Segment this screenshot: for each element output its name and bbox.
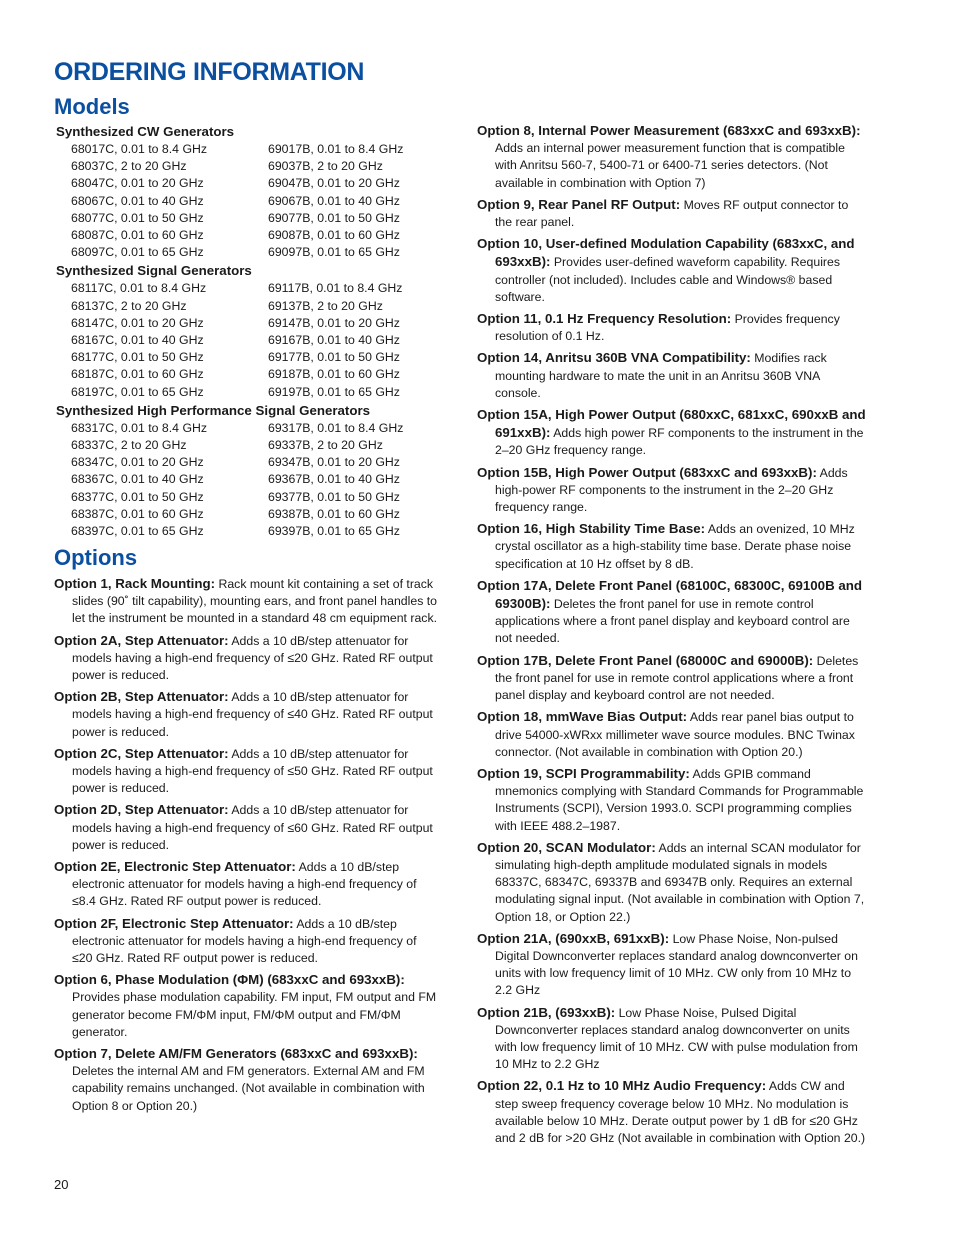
model-cell: 69017B, 0.01 to 8.4 GHz (268, 142, 404, 156)
option-description: Deletes the front panel for use in remote control applications where a front panel display and keyboard control are not needed. (495, 597, 850, 646)
model-cell: 68387C, 0.01 to 60 GHz (71, 506, 204, 521)
option-title: Option 2C, Step Attenuator: (54, 745, 229, 761)
model-cell: 68117C, 0.01 to 8.4 GHz (71, 281, 207, 296)
model-cell: 69377B, 0.01 to 50 GHz (268, 489, 400, 504)
option-description: Provides phase modulation capability. FM input, FM output and FM generator become FM/ΦM input, FM/ΦM output and FM/ΦM generator. (72, 990, 437, 1039)
models-heading: Models (54, 94, 130, 119)
model-cell: 69197B, 0.01 to 65 GHz (268, 384, 400, 399)
option-title: Option 17A, Delete Front Panel (68100C, 68300C, 69100B and 69300B): (477, 577, 863, 612)
model-cell: 68317C, 0.01 to 8.4 GHz (71, 420, 208, 435)
option-item (54, 971, 439, 1041)
option-title: Option 10, User-defined Modulation Capability (683xxC, and 693xxB): (477, 236, 855, 270)
option-item (54, 1045, 439, 1115)
option-item (477, 1004, 867, 1074)
option-item (477, 235, 867, 306)
table-row (71, 471, 403, 488)
option-description: Adds high-power RF components to the instrument in the 2–20 GHz frequency range. (495, 465, 848, 515)
model-cell: 68377C, 0.01 to 50 GHz (71, 489, 204, 504)
option-title: Option 8, Internal Power Measurement (683xxC and 693xxB): (477, 123, 861, 138)
model-cell: 69177B, 0.01 to 50 GHz (268, 350, 400, 365)
option-item (477, 464, 867, 517)
option-item (477, 520, 867, 573)
table-row (71, 349, 402, 366)
option-title: Option 15B, High Power Output (683xxC and 693xxB): (477, 464, 817, 480)
option-title: Option 14, Anritsu 360B VNA Compatibility: (477, 350, 751, 366)
option-title: Option 18, mmWave Bias Output: (477, 709, 688, 725)
option-title: Option 6, Phase Modulation (ΦM) (683xxC and 693xxB): (54, 972, 405, 988)
model-table (71, 280, 402, 400)
model-group-title: Synthesized CW Generators (56, 124, 235, 139)
option-title: Option 1, Rack Mounting: (54, 576, 216, 591)
model-cell: 69387B, 0.01 to 60 GHz (268, 506, 400, 521)
model-cell: 68397C, 0.01 to 65 GHz (71, 524, 204, 539)
option-title: Option 22, 0.1 Hz to 10 MHz Audio Frequency: (477, 1078, 767, 1094)
model-cell: 69317B, 0.01 to 8.4 GHz (268, 420, 404, 435)
option-description: Low Phase Noise, Pulsed Digital Downconverter replaces standard analog downconverter on units with low frequency limit of 10 MHz. CW with pulse modulation from 10 MHz to 2.2 GHz (495, 1005, 858, 1072)
option-title: Option 15A, High Power Output (680xxC, 681xxC, 690xxB and 691xxB): (477, 407, 866, 441)
option-description: Adds rear panel bias output to drive 54000-xWRxx millimeter wave source modules. BNC Twinax connector. (Not available in combination with Option 20.) (495, 710, 855, 759)
option-description: Adds an internal SCAN modulator for simulating high-depth amplitude modulated signals in models 68337C, 68347C, 69337B and 69347B only. Requires an external modulating signal input. (Not available in combination with Option 7, Option 18, or Option 22.) (495, 840, 865, 924)
model-group-title: Synthesized Signal Generators (56, 263, 252, 279)
model-cell: 68197C, 0.01 to 65 GHz (71, 384, 204, 399)
model-cell: 69037B, 2 to 20 GHz (268, 159, 383, 174)
model-group (54, 123, 454, 261)
model-cell: 68097C, 0.01 to 65 GHz (71, 245, 204, 260)
option-item (477, 122, 867, 192)
option-description: Moves RF output connector to the rear panel. (495, 197, 849, 230)
option-item (477, 765, 867, 835)
model-cell: 69097B, 0.01 to 65 GHz (268, 245, 400, 260)
option-description: Adds CW and step sweep frequency coverage below 10 MHz. No modulation is available below 10 MHz. Derate output power by 1 dB for ≤20 GHz and 2 dB for >20 GHz (Not available in combination with Option 20.) (495, 1079, 866, 1145)
option-title: Option 11, 0.1 Hz Frequency Resolution: (477, 311, 732, 327)
options-heading: Options (54, 545, 138, 570)
model-cell: 68187C, 0.01 to 60 GHz (71, 367, 204, 382)
table-row (71, 384, 402, 401)
model-cell: 68047C, 0.01 to 20 GHz (71, 176, 204, 191)
model-cell: 69397B, 0.01 to 65 GHz (268, 524, 400, 539)
option-title: Option 2A, Step Attenuator: (54, 632, 229, 648)
option-description: Provides user-defined waveform capability. Requires controller (not included). Includes cable and Windows® based software. (495, 255, 841, 304)
model-cell: 68017C, 0.01 to 8.4 GHz (71, 142, 208, 156)
model-table (71, 420, 403, 540)
model-cell: 69067B, 0.01 to 40 GHz (268, 193, 400, 208)
option-title: Option 21B, (693xxB): (477, 1004, 616, 1020)
option-item (54, 745, 439, 798)
model-cell: 69087B, 0.01 to 60 GHz (268, 228, 400, 243)
option-item (477, 196, 867, 231)
option-item (477, 652, 867, 705)
option-title: Option 17B, Delete Front Panel (68000C and 69000B): (477, 652, 814, 668)
table-row (71, 420, 403, 437)
option-description: Adds GPIB command mnemonics complying with Standard Commands for Programmable Instruments (SCPI), Version 1993.0. SCPI programming complies with IEEE 488.2–1987. (495, 766, 864, 833)
option-item (54, 575, 439, 628)
model-cell: 68367C, 0.01 to 40 GHz (71, 472, 204, 487)
option-description: Modifies rack mounting hardware to mate the unit in an Anritsu 360B VNA console. (495, 351, 827, 400)
table-row (71, 366, 402, 383)
table-row (71, 315, 402, 332)
table-row (71, 210, 403, 227)
page-title: ORDERING INFORMATION (54, 58, 365, 86)
option-item (54, 801, 439, 854)
model-group-title: Synthesized High Performance Signal Generators (56, 402, 371, 418)
table-row (71, 454, 403, 471)
option-title: Option 7, Delete AM/FM Generators (683xxC and 693xxB): (54, 1046, 418, 1062)
option-description: Adds a 10 dB/step electronic attenuator for models having a high-end frequency of ≤8.4 GHz. Rated RF output power is reduced. (72, 860, 417, 909)
option-item (54, 915, 439, 968)
option-description: Low Phase Noise, Non-pulsed Digital Downconverter replaces standard analog downconverter on units with low frequency limit of 10 MHz. CW only from 10 MHz to 2.2 GHz (495, 931, 858, 998)
model-cell: 68067C, 0.01 to 40 GHz (71, 193, 204, 208)
option-title: Option 21A, (690xxB, 691xxB): (477, 930, 670, 946)
table-row (71, 332, 402, 349)
option-description: Adds an internal power measurement function that is compatible with Anritsu 560-7, 5400-71 or 6400-71 series detectors. (Not available in combination with Option 7) (495, 141, 845, 190)
option-title: Option 16, High Stability Time Base: (477, 521, 706, 537)
model-cell: 69367B, 0.01 to 40 GHz (268, 472, 400, 487)
model-cell: 69117B, 0.01 to 8.4 GHz (268, 281, 403, 296)
table-row (71, 437, 403, 454)
option-title: Option 2D, Step Attenuator: (54, 802, 229, 818)
model-cell: 69077B, 0.01 to 50 GHz (268, 210, 400, 225)
option-description: Deletes the front panel for use in remote control applications where a front panel display and keyboard control are not needed. (495, 653, 859, 703)
table-row (71, 298, 402, 315)
model-cell: 69337B, 2 to 20 GHz (268, 438, 383, 453)
table-row (71, 193, 403, 210)
model-cell: 69167B, 0.01 to 40 GHz (268, 333, 400, 348)
table-row (71, 158, 403, 175)
model-cell: 68137C, 2 to 20 GHz (71, 298, 187, 313)
table-row (71, 523, 403, 540)
option-description: Adds high power RF components to the instrument in the 2–20 GHz frequency range. (495, 426, 864, 458)
model-cell: 68177C, 0.01 to 50 GHz (71, 350, 204, 365)
model-cell: 69147B, 0.01 to 20 GHz (268, 315, 400, 330)
option-item (477, 577, 867, 648)
option-description: Adds a 10 dB/step attenuator for models having a high-end frequency of ≤50 GHz. Rated RF output power is reduced. (72, 746, 433, 796)
table-row (71, 506, 403, 523)
option-description: Adds an ovenized, 10 MHz crystal oscillator as a high-stability time base. Derate phase noise specification at 10 Hz offset by 8 dB. (495, 522, 855, 571)
options-right-column (477, 122, 867, 1151)
option-title: Option 19, SCPI Programmability: (477, 765, 690, 781)
option-title: Option 2B, Step Attenuator: (54, 689, 229, 705)
option-description: Provides frequency resolution of 0.1 Hz. (495, 312, 840, 344)
option-item (54, 858, 439, 911)
model-cell: 69047B, 0.01 to 20 GHz (268, 176, 400, 191)
option-item (477, 310, 867, 345)
option-description: Adds a 10 dB/step attenuator for models having a high-end frequency of ≤20 GHz. Rated RF output power is reduced. (72, 633, 433, 683)
table-row (71, 244, 403, 261)
option-item (477, 708, 867, 761)
option-description: Adds a 10 dB/step electronic attenuator for models having a high-end frequency of ≤20 GHz. Rated RF output power is reduced. (72, 916, 417, 966)
option-description: Deletes the internal AM and FM generators. External AM and FM capability remains unchanged. (Not available in combination with Option 8 or Option 20.) (72, 1064, 425, 1113)
option-item (477, 930, 867, 1000)
option-item (54, 688, 439, 741)
option-title: Option 2E, Electronic Step Attenuator: (54, 859, 296, 875)
option-title: Option 9, Rear Panel RF Output: (477, 196, 681, 212)
option-item (477, 406, 867, 460)
model-cell: 68347C, 0.01 to 20 GHz (71, 455, 204, 470)
model-cell: 69347B, 0.01 to 20 GHz (268, 455, 400, 470)
option-description: Adds a 10 dB/step attenuator for models having a high-end frequency of ≤40 GHz. Rated RF output power is reduced. (72, 690, 433, 739)
model-cell: 69187B, 0.01 to 60 GHz (268, 367, 400, 382)
option-description: Rack mount kit containing a set of track slides (90˚ tilt capability), mounting ears, and front panel handles to let the instrument be mounted in a standard 48 cm equipment rack. (72, 577, 438, 626)
table-row (71, 280, 402, 297)
table-row (71, 141, 403, 158)
option-item (477, 1077, 867, 1147)
option-title: Option 2F, Electronic Step Attenuator: (54, 915, 294, 931)
model-cell: 68147C, 0.01 to 20 GHz (71, 315, 204, 330)
model-group (54, 402, 454, 540)
model-cell: 68037C, 2 to 20 GHz (71, 159, 187, 174)
model-table (71, 141, 403, 261)
option-item (54, 632, 439, 685)
models-section (54, 123, 454, 540)
page-number: 20 (54, 1177, 69, 1192)
table-row (71, 175, 403, 192)
model-cell: 68337C, 2 to 20 GHz (71, 438, 187, 453)
option-description: Adds a 10 dB/step attenuator for models having a high-end frequency of ≤60 GHz. Rated RF output power is reduced. (72, 803, 433, 852)
model-group (54, 262, 454, 400)
table-row (71, 227, 403, 244)
option-item (477, 349, 867, 402)
options-left-column (54, 575, 439, 1119)
model-cell: 68087C, 0.01 to 60 GHz (71, 228, 204, 243)
option-title: Option 20, SCAN Modulator: (477, 839, 656, 855)
option-item (477, 839, 867, 926)
model-cell: 69137B, 2 to 20 GHz (268, 298, 383, 313)
table-row (71, 489, 403, 506)
model-cell: 68167C, 0.01 to 40 GHz (71, 333, 204, 348)
model-cell: 68077C, 0.01 to 50 GHz (71, 210, 204, 225)
